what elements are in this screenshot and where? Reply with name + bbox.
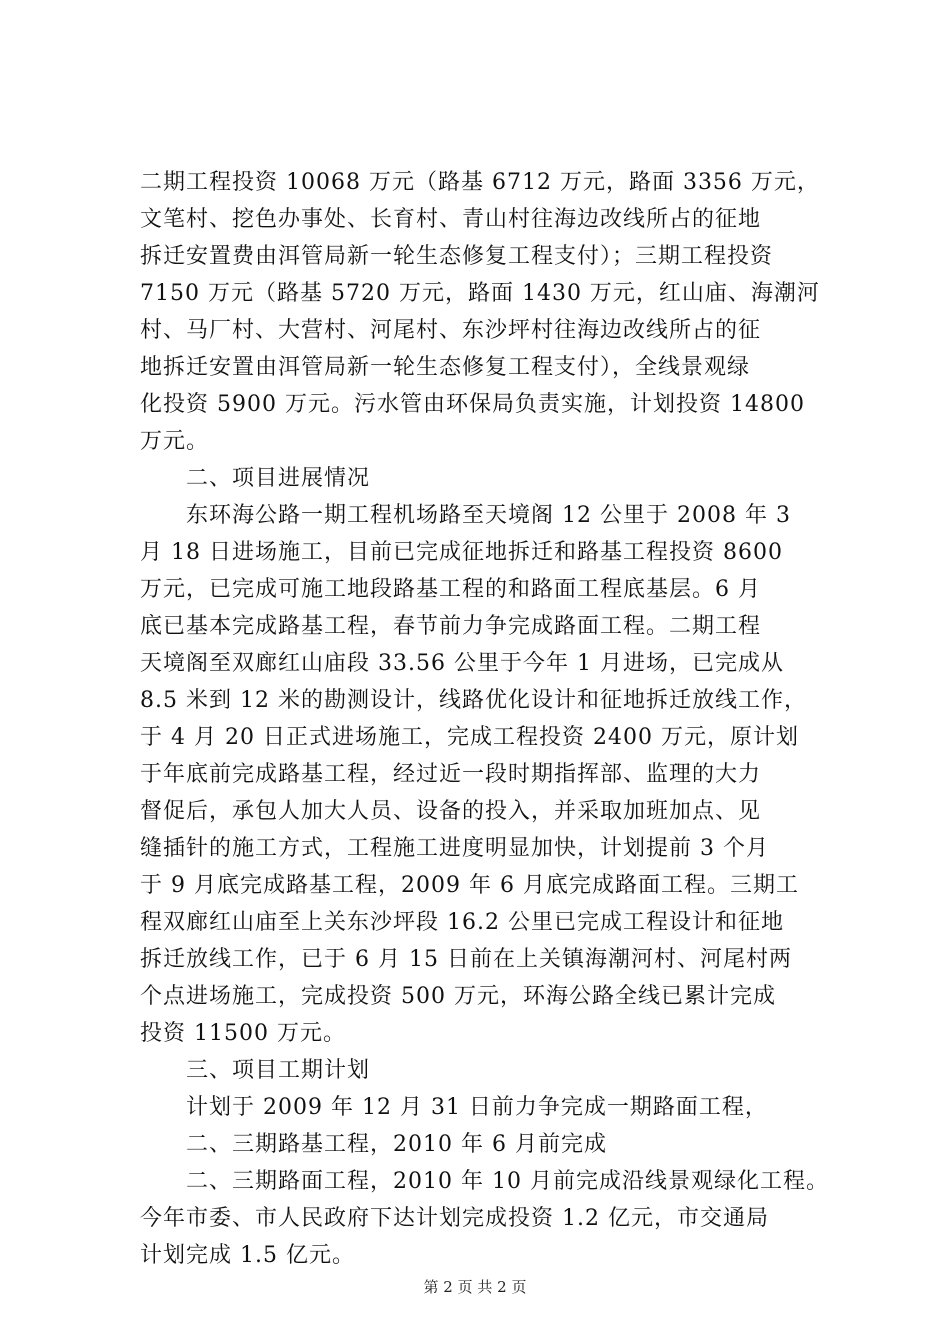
text-line: 于 4 月 20 日正式进场施工，完成工程投资 2400 万元，原计划 xyxy=(140,725,799,750)
text-line: 于年底前完成路基工程，经过近一段时期指挥部、监理的大力 xyxy=(140,762,762,787)
text-line: 万元，已完成可施工地段路基工程的和路面工程底基层。6 月 xyxy=(140,577,761,602)
text-line: 投资 11500 万元。 xyxy=(140,1021,346,1046)
text-line: 二、三期路面工程，2010 年 10 月前完成沿线景观绿化工程。 xyxy=(140,1169,829,1194)
text-line: 万元。 xyxy=(140,429,210,454)
text-line: 天境阁至双廊红山庙段 33.56 公里于今年 1 月进场，已完成从 xyxy=(140,651,784,676)
text-line: 缝插针的施工方式，工程施工进度明显加快，计划提前 3 个月 xyxy=(140,836,769,861)
text-line: 程双廊红山庙至上关东沙坪段 16.2 公里已完成工程设计和征地 xyxy=(140,910,784,935)
text-line: 底已基本完成路基工程，春节前力争完成路面工程。二期工程 xyxy=(140,614,762,639)
text-line: 计划完成 1.5 亿元。 xyxy=(140,1243,355,1268)
text-line: 二、项目进展情况 xyxy=(140,466,371,491)
text-line: 月 18 日进场施工，目前已完成征地拆迁和路基工程投资 8600 xyxy=(140,540,783,565)
text-line: 今年市委、市人民政府下达计划完成投资 1.2 亿元，市交通局 xyxy=(140,1206,769,1231)
text-line: 二期工程投资 10068 万元（路基 6712 万元，路面 3356 万元， xyxy=(140,170,820,195)
text-line: 于 9 月底完成路基工程，2009 年 6 月底完成路面工程。三期工 xyxy=(140,873,799,898)
text-line: 督促后，承包人加大人员、设备的投入，并采取加班加点、见 xyxy=(140,799,762,824)
text-line: 8.5 米到 12 米的勘测设计，线路优化设计和征地拆迁放线工作， xyxy=(140,688,807,713)
text-line: 化投资 5900 万元。污水管由环保局负责实施，计划投资 14800 xyxy=(140,392,805,417)
text-line: 二、三期路基工程，2010 年 6 月前完成 xyxy=(140,1132,607,1157)
text-line: 三、项目工期计划 xyxy=(140,1058,371,1083)
text-line: 计划于 2009 年 12 月 31 日前力争完成一期路面工程， xyxy=(140,1095,768,1120)
text-line: 个点进场施工，完成投资 500 万元，环海公路全线已累计完成 xyxy=(140,984,776,1009)
text-line: 拆迁放线工作，已于 6 月 15 日前在上关镇海潮河村、河尾村两 xyxy=(140,947,792,972)
text-line: 7150 万元（路基 5720 万元，路面 1430 万元，红山庙、海潮河 xyxy=(140,281,820,306)
text-line: 文笔村、挖色办事处、长育村、青山村往海边改线所占的征地 xyxy=(140,207,762,232)
text-line: 东环海公路一期工程机场路至天境阁 12 公里于 2008 年 3 xyxy=(140,503,791,528)
text-line: 地拆迁安置由洱管局新一轮生态修复工程支付），全线景观绿 xyxy=(140,355,751,380)
text-line: 村、马厂村、大营村、河尾村、东沙坪村往海边改线所占的征 xyxy=(140,318,762,343)
text-line: 拆迁安置费由洱管局新一轮生态修复工程支付）；三期工程投资 xyxy=(140,244,774,269)
document-body xyxy=(140,164,840,1274)
page-footer: 第 2 页 共 2 页 xyxy=(423,1278,527,1296)
